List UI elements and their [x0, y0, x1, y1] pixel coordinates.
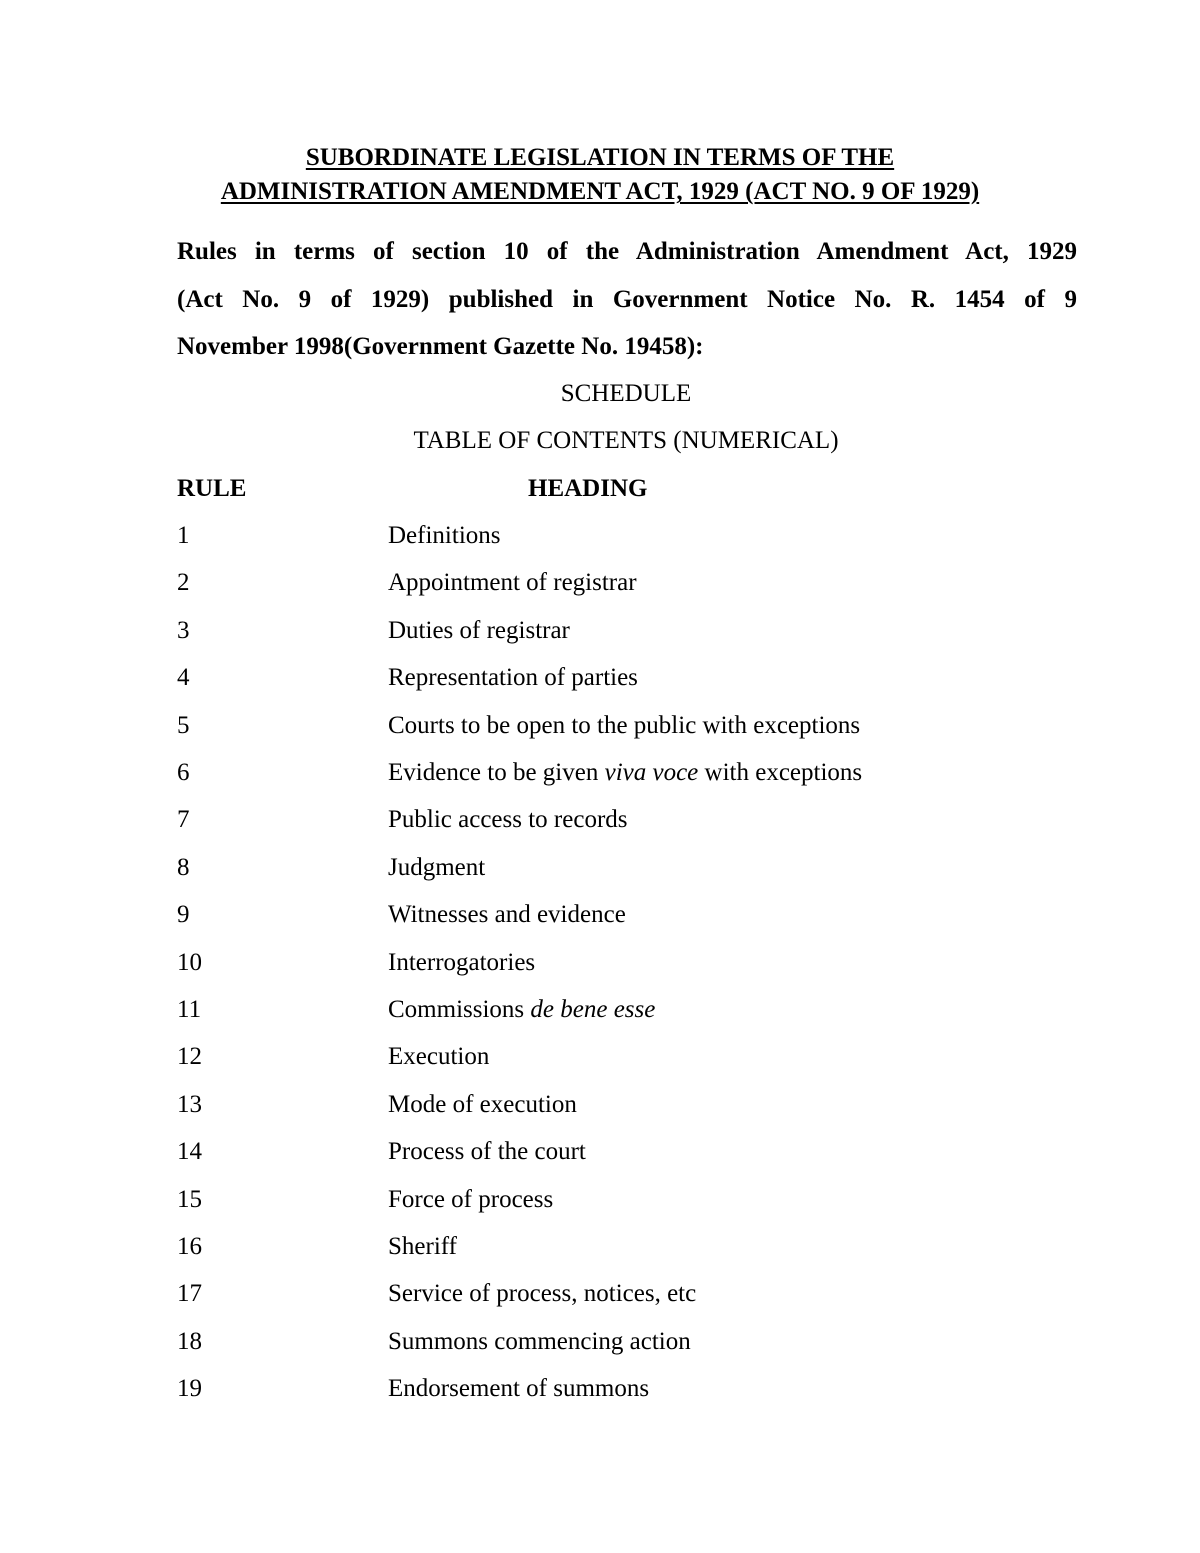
rule-heading: Duties of registrar: [388, 617, 570, 644]
rule-heading: Interrogatories: [388, 949, 536, 976]
rule-heading: [388, 758, 862, 788]
rule-heading: Representation of parties: [388, 664, 638, 691]
rule-number: 13: [177, 1091, 202, 1118]
table-row: [0, 1374, 1200, 1404]
rule-number: 17: [177, 1280, 202, 1307]
rule-number: 7: [177, 806, 190, 833]
toc-heading: TABLE OF CONTENTS (NUMERICAL): [413, 427, 839, 454]
rule-heading: Service of process, notices, etc: [388, 1280, 697, 1307]
table-row: [0, 805, 1200, 835]
document-title-line-2: ADMINISTRATION AMENDMENT ACT, 1929 (ACT NO. 9 OF 1929): [220, 178, 980, 205]
rule-number: 10: [177, 949, 202, 976]
rule-number: 18: [177, 1328, 202, 1355]
table-row: [0, 758, 1200, 788]
rule-heading: Witnesses and evidence: [388, 901, 626, 928]
rule-heading: Judgment: [388, 854, 486, 881]
table-row: [0, 663, 1200, 693]
intro-line-2: (Act No. 9 of 1929) published in Government Notice No. R. 1454 of 9: [177, 286, 1077, 313]
table-row: [0, 853, 1200, 883]
rule-heading-text: Commissions: [388, 996, 531, 1023]
rule-heading: Sheriff: [388, 1233, 457, 1260]
rule-heading: Endorsement of summons: [388, 1375, 650, 1402]
rule-number: 6: [177, 759, 190, 786]
rule-heading-italic-term: de bene esse: [530, 996, 656, 1023]
rule-column-header: RULE: [177, 475, 247, 502]
rule-heading: Mode of execution: [388, 1091, 577, 1118]
rule-heading: Summons commencing action: [388, 1328, 691, 1355]
rule-heading: Courts to be open to the public with exceptions: [388, 712, 861, 739]
rule-number: 8: [177, 854, 190, 881]
table-row: [0, 1279, 1200, 1309]
rule-number: 4: [177, 664, 190, 691]
table-row: [0, 1090, 1200, 1120]
rule-number: 14: [177, 1138, 202, 1165]
schedule-heading: SCHEDULE: [560, 380, 692, 407]
rule-heading: Force of process: [388, 1186, 554, 1213]
heading-column-header: HEADING: [528, 475, 648, 502]
table-row: [0, 900, 1200, 930]
rule-heading: Execution: [388, 1043, 490, 1070]
rule-number: 19: [177, 1375, 202, 1402]
rule-heading: Appointment of registrar: [388, 569, 637, 596]
table-row: [0, 1042, 1200, 1072]
rule-number: 12: [177, 1043, 202, 1070]
rule-heading-text: with exceptions: [698, 759, 863, 786]
table-row: [0, 568, 1200, 598]
rule-number: 5: [177, 712, 190, 739]
intro-line-3: November 1998(Government Gazette No. 19458):: [177, 333, 704, 360]
table-row: [0, 1327, 1200, 1357]
table-row: [0, 1137, 1200, 1167]
rule-heading: Process of the court: [388, 1138, 586, 1165]
table-row: [0, 948, 1200, 978]
rule-number: 11: [177, 996, 202, 1023]
intro-line-1: Rules in terms of section 10 of the Administration Amendment Act, 1929: [177, 238, 1077, 265]
rule-heading-italic-term: viva voce: [604, 759, 699, 786]
table-row: [0, 521, 1200, 551]
rule-heading-text: Evidence to be given: [388, 759, 605, 786]
rule-number: 2: [177, 569, 190, 596]
rule-heading: [388, 995, 655, 1025]
rule-number: 1: [177, 522, 190, 549]
table-row: [0, 1185, 1200, 1215]
table-row: [0, 995, 1200, 1025]
rule-number: 16: [177, 1233, 202, 1260]
table-row: [0, 711, 1200, 741]
document-title-line-1: SUBORDINATE LEGISLATION IN TERMS OF THE: [305, 144, 895, 171]
rule-heading: Definitions: [388, 522, 501, 549]
table-row: [0, 1232, 1200, 1262]
table-row: [0, 616, 1200, 646]
rule-number: 3: [177, 617, 190, 644]
rule-heading: Public access to records: [388, 806, 628, 833]
rule-number: 9: [177, 901, 190, 928]
rule-number: 15: [177, 1186, 202, 1213]
